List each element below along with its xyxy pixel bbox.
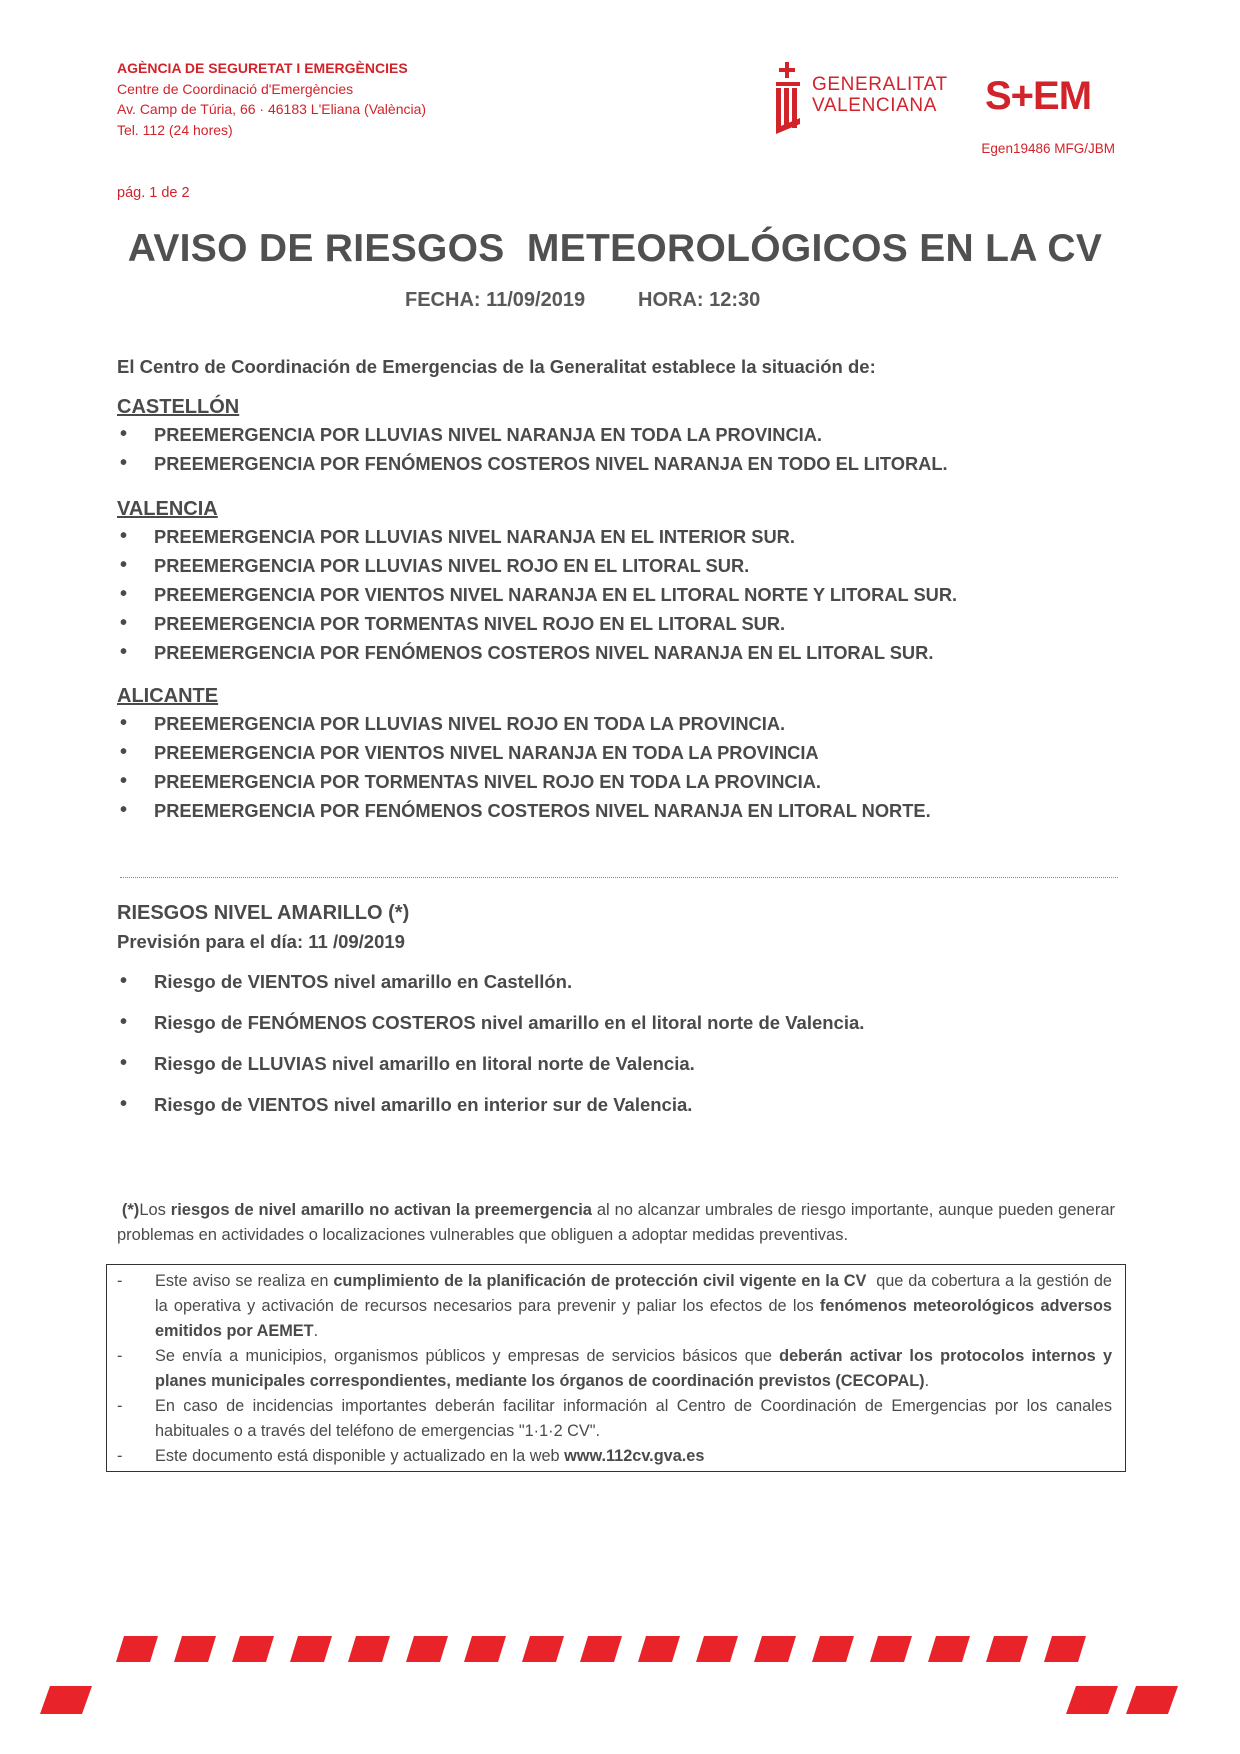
agency-address: Av. Camp de Túria, 66 · 46183 L'Eliana (València) — [117, 101, 427, 117]
province-section-alicante — [117, 685, 931, 825]
info-row: - En caso de incidencias importantes deberán facilitar información al Centro de Coordinación de Emergencias por los canales habituales o a través del teléfono de emergencias "1·1·2 CV". — [117, 1397, 1112, 1440]
info-row: - Este aviso se realiza en cumplimiento de la planificación de protección civil vigente en la CV que da cobertura a la gestión de la operativa y activación de recursos necesarios para prevenir y paliar los efectos de los fenómenos meteorológicos adversos emitidos por AEMET. — [117, 1272, 1117, 1340]
yellow-risk-list — [117, 967, 864, 1131]
agency-name: AGÈNCIA DE SEGURETAT I EMERGÈNCIES — [117, 60, 408, 76]
intro-text: El Centro de Coordinación de Emergencias de la Generalitat establece la situación de: — [117, 356, 876, 377]
section-divider — [120, 877, 1118, 878]
agency-address-block — [117, 58, 426, 140]
time-label: HORA: 12:30 — [638, 289, 761, 311]
info-box — [106, 1264, 1126, 1472]
province-section-valencia — [117, 498, 957, 667]
info-row: - Se envía a municipios, organismos públicos y empresas de servicios básicos que deberán activar los protocolos internos y planes municipales correspondientes, mediante los órganos de coordinación previstos (CECOPAL). — [117, 1347, 1112, 1390]
yellow-risk-title: RIESGOS NIVEL AMARILLO (*) — [117, 902, 410, 924]
province-heading: CASTELLÓN — [117, 396, 240, 418]
list-item: • PREEMERGENCIA POR LLUVIAS NIVEL NARANJA EN TODA LA PROVINCIA. — [117, 420, 948, 449]
list-item: • Riesgo de LLUVIAS nivel amarillo en litoral norte de Valencia. — [117, 1049, 864, 1090]
list-item: • PREEMERGENCIA POR LLUVIAS NIVEL ROJO EN EL LITORAL SUR. — [117, 551, 957, 580]
yellow-risk-forecast-date: Previsión para el día: 11 /09/2019 — [117, 931, 405, 952]
list-item: • PREEMERGENCIA POR FENÓMENOS COSTEROS NIVEL NARANJA EN EL LITORAL SUR. — [117, 638, 957, 667]
list-item: • PREEMERGENCIA POR TORMENTAS NIVEL ROJO EN EL LITORAL SUR. — [117, 609, 957, 638]
list-item: • Riesgo de FENÓMENOS COSTEROS nivel amarillo en el litoral norte de Valencia. — [117, 1008, 864, 1049]
page-title: AVISO DE RIESGOS METEOROLÓGICOS EN LA CV — [127, 227, 1103, 270]
document-reference: Egen19486 MFG/JBM — [981, 141, 1115, 156]
list-item: • PREEMERGENCIA POR LLUVIAS NIVEL ROJO EN TODA LA PROVINCIA. — [117, 709, 931, 738]
yellow-risk-note: (*)Los riesgos de nivel amarillo no activan la preemergencia al no alcanzar umbrales de riesgo importante, aunque pueden generar problemas en actividades o localizaciones vulnerables que obliguen a adoptar medidas preventivas. — [117, 1201, 1116, 1244]
list-item: • PREEMERGENCIA POR TORMENTAS NIVEL ROJO EN TODA LA PROVINCIA. — [117, 767, 931, 796]
sem-logo: S+EM — [985, 74, 1092, 118]
agency-centre: Centre de Coordinació d'Emergències — [117, 80, 354, 97]
list-item: • PREEMERGENCIA POR VIENTOS NIVEL NARANJA EN TODA LA PROVINCIA — [117, 738, 931, 767]
gva-logo-line-2: VALENCIANA — [812, 95, 937, 116]
list-item: • Riesgo de VIENTOS nivel amarillo en interior sur de Valencia. — [117, 1090, 864, 1131]
page-number: pág. 1 de 2 — [117, 185, 190, 201]
footer-stripes-decoration — [0, 1630, 1240, 1720]
list-item: • Riesgo de VIENTOS nivel amarillo en Castellón. — [117, 967, 864, 1008]
generalitat-valenciana-logo-text — [812, 74, 948, 116]
date-label: FECHA: 11/09/2019 — [405, 289, 586, 311]
list-item: • PREEMERGENCIA POR FENÓMENOS COSTEROS NIVEL NARANJA EN TODO EL LITORAL. — [117, 449, 948, 478]
website-link[interactable]: www.112cv.gva.es — [564, 1447, 705, 1465]
gva-logo-line-1: GENERALITAT — [812, 74, 948, 95]
list-item: • PREEMERGENCIA POR VIENTOS NIVEL NARANJA EN EL LITORAL NORTE Y LITORAL SUR. — [117, 580, 957, 609]
list-item: • PREEMERGENCIA POR LLUVIAS NIVEL NARANJA EN EL INTERIOR SUR. — [117, 522, 957, 551]
agency-phone: Tel. 112 (24 hores) — [117, 121, 233, 138]
province-heading: VALENCIA — [117, 498, 218, 520]
list-item: • PREEMERGENCIA POR FENÓMENOS COSTEROS NIVEL NARANJA EN LITORAL NORTE. — [117, 796, 931, 825]
info-row: - Este documento está disponible y actualizado en la web www.112cv.gva.es — [117, 1447, 705, 1465]
province-heading: ALICANTE — [117, 685, 219, 707]
province-section-castellon — [117, 396, 948, 478]
